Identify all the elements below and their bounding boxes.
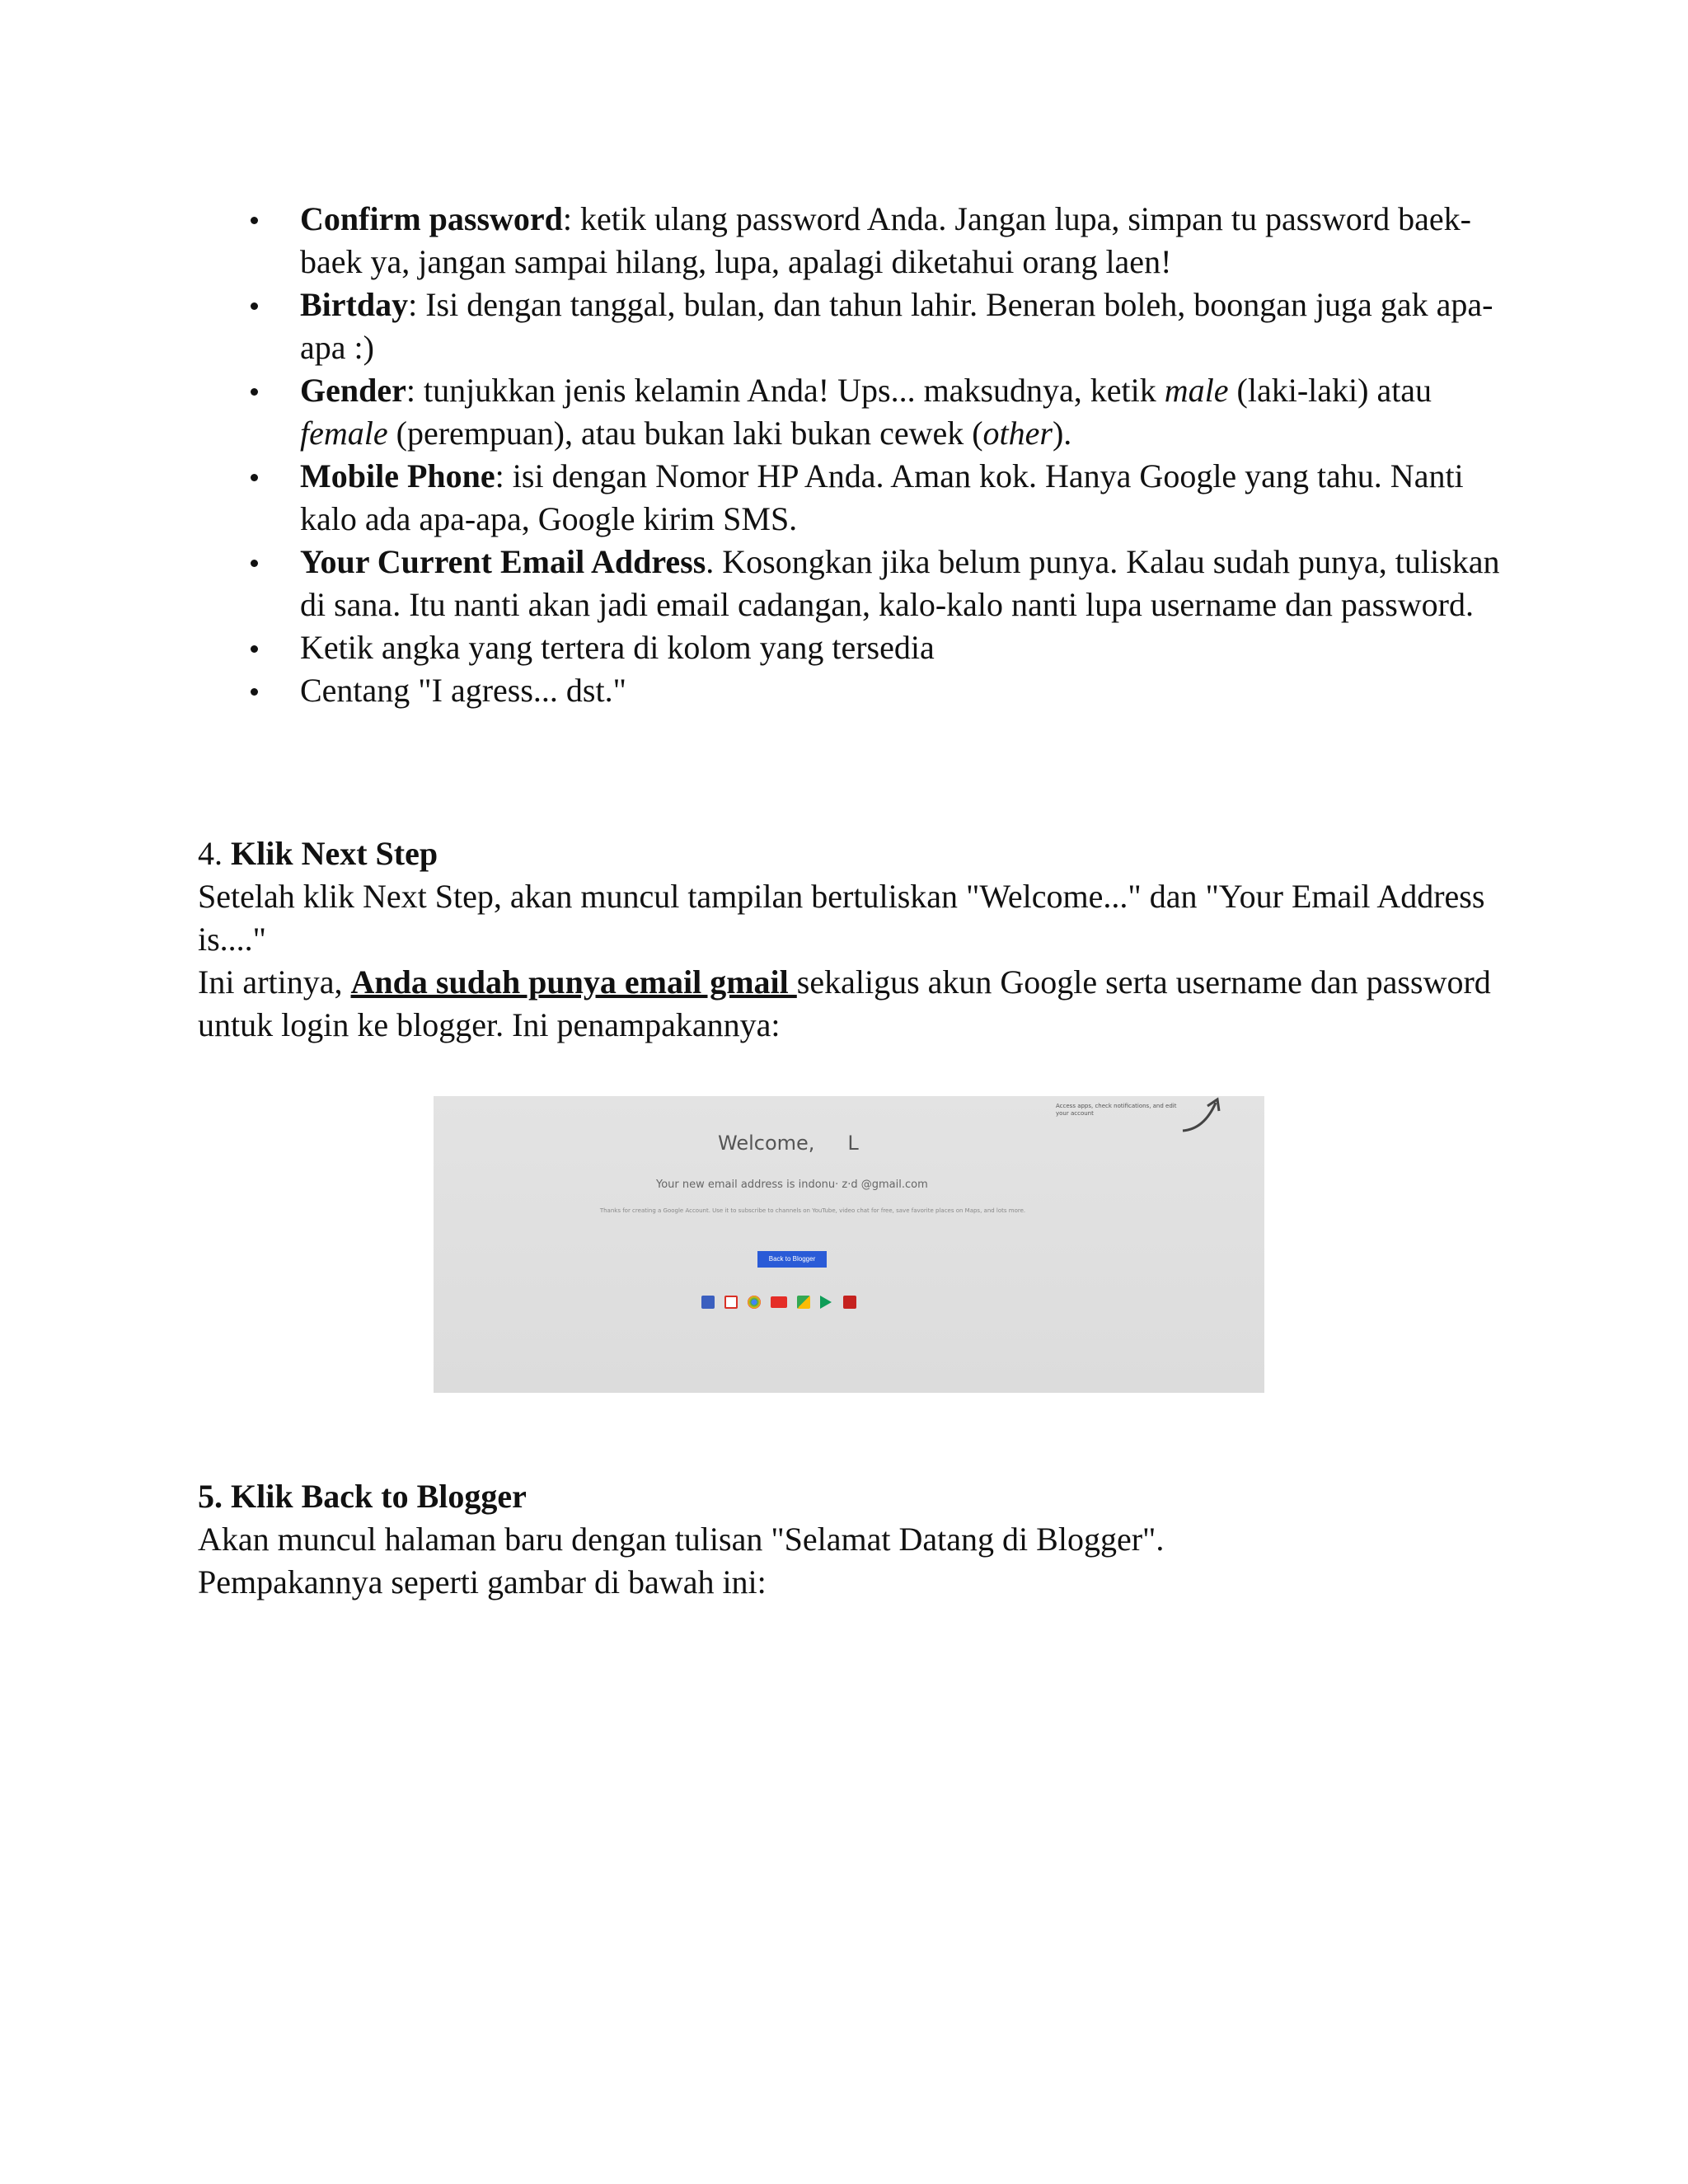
- step-5-paragraph-2: Pempakannya seperti gambar di bawah ini:: [198, 1563, 767, 1601]
- step-4-paragraph-2: Ini artinya, Anda sudah punya email gmail sekaligus akun Google serta username dan password untuk login ke blogger. Ini penampakannya:: [198, 963, 1491, 1043]
- bullet-dot-icon: [251, 688, 258, 696]
- list-item-agree: Centang "I agress... dst.": [198, 669, 1517, 712]
- step-5-paragraph-1: Akan muncul halaman baru dengan tulisan "Selamat Datang di Blogger".: [198, 1521, 1165, 1558]
- list-item-gender: Gender: tunjukkan jenis kelamin Anda! Ups... maksudnya, ketik male (laki-laki) atau female (perempuan), atau bukan laki bukan cewek (other).: [198, 369, 1517, 455]
- google-plus-icon[interactable]: [701, 1296, 715, 1309]
- list-item-current-email: Your Current Email Address. Kosongkan jika belum punya. Kalau sudah punya, tuliskan di sana. Itu nanti akan jadi email cadangan, kalo-kalo nanti lupa username dan password.: [198, 541, 1517, 626]
- gmail-link[interactable]: Anda sudah punya email gmail: [350, 963, 797, 1001]
- account-hint-text: Access apps, check notifications, and edit your account: [1056, 1103, 1177, 1117]
- step-4-paragraph-1: Setelah klik Next Step, akan muncul tampilan bertuliskan "Welcome..." dan "Your Email Address is....": [198, 878, 1485, 958]
- step-4-heading: 4. Klik Next Step: [198, 835, 438, 872]
- new-email-address: Your new email address is indonu· z·d @gmail.com: [656, 1179, 928, 1191]
- google-plus-red-icon[interactable]: [843, 1296, 856, 1309]
- gmail-icon[interactable]: [724, 1296, 738, 1309]
- signup-field-list: [198, 198, 1517, 712]
- maps-icon[interactable]: [797, 1296, 810, 1309]
- step-5-section: [198, 1475, 1517, 1604]
- curved-arrow-icon: [1179, 1096, 1229, 1137]
- step-5-heading: 5. Klik Back to Blogger: [198, 1478, 527, 1515]
- bullet-dot-icon: [251, 302, 258, 310]
- bullet-dot-icon: [251, 560, 258, 567]
- welcome-heading: Welcome, L: [718, 1132, 859, 1155]
- list-item-captcha: Ketik angka yang tertera di kolom yang tersedia: [198, 626, 1517, 669]
- play-store-icon[interactable]: [820, 1296, 832, 1309]
- bullet-dot-icon: [251, 474, 258, 481]
- bullet-dot-icon: [251, 388, 258, 396]
- bullet-dot-icon: [251, 645, 258, 653]
- list-item-mobile-phone: Mobile Phone: isi dengan Nomor HP Anda. Aman kok. Hanya Google yang tahu. Nanti kalo ada apa-apa, Google kirim SMS.: [198, 455, 1517, 541]
- thanks-text: Thanks for creating a Google Account. Use it to subscribe to channels on YouTube, video chat for free, save favorite places on Maps, and lots more.: [599, 1207, 1026, 1214]
- gmail-welcome-screenshot: [434, 1096, 1264, 1393]
- chrome-icon[interactable]: [748, 1296, 761, 1309]
- youtube-icon[interactable]: [771, 1296, 787, 1308]
- back-to-blogger-button[interactable]: Back to Blogger: [757, 1251, 827, 1268]
- bullet-dot-icon: [251, 217, 258, 224]
- step-4-section: [198, 832, 1517, 1047]
- list-item-birthday: Birtday: Isi dengan tanggal, bulan, dan tahun lahir. Beneran boleh, boongan juga gak apa-apa :): [198, 284, 1517, 369]
- list-item-confirm-password: Confirm password: ketik ulang password Anda. Jangan lupa, simpan tu password baek-baek ya, jangan sampai hilang, lupa, apalagi diketahui orang laen!: [198, 198, 1517, 284]
